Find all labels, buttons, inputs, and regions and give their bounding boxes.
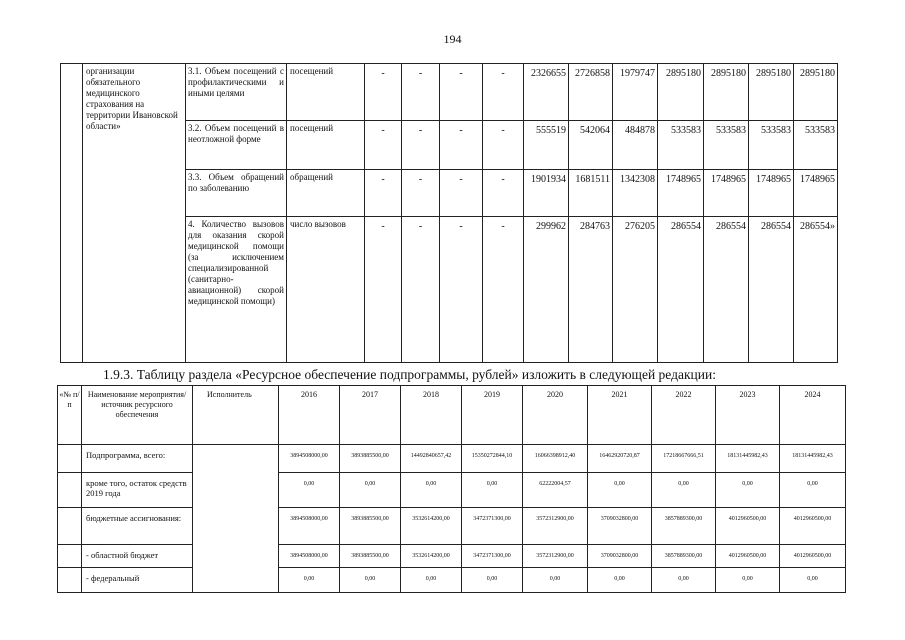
value-cell: 16066398912,40 (523, 445, 588, 473)
value-cell: 1748965 (658, 170, 704, 217)
year-header: 2019 (462, 386, 523, 445)
org-name-cell: организации обязательного медицинского страхования на территории Ивановской области» (83, 64, 186, 363)
dash-cell: - (440, 64, 483, 121)
value-cell: 0,00 (716, 568, 780, 593)
value-cell: 284763 (569, 217, 613, 363)
value-cell: 0,00 (716, 473, 780, 508)
year-header: 2020 (523, 386, 588, 445)
value-cell: 14492840657,42 (401, 445, 462, 473)
value-cell: 2895180 (749, 64, 794, 121)
value-cell: 3893885500,00 (340, 508, 401, 545)
year-header: 2023 (716, 386, 780, 445)
value-cell: 4012960500,00 (780, 508, 846, 545)
value-cell: 3857889300,00 (652, 508, 716, 545)
indicator-label: 3.1. Объем посещений с профилактическими и иными целями (186, 64, 287, 121)
value-cell: 62222004,57 (523, 473, 588, 508)
year-header: 2024 (780, 386, 846, 445)
dash-cell: - (402, 121, 440, 170)
value-cell: 4012960500,00 (716, 545, 780, 568)
value-cell: 0,00 (780, 568, 846, 593)
value-cell: 0,00 (340, 473, 401, 508)
table-row (58, 545, 846, 568)
dash-cell: - (483, 217, 524, 363)
value-cell: 1748965 (704, 170, 749, 217)
value-cell: 1748965 (794, 170, 838, 217)
value-cell: 286554 (658, 217, 704, 363)
value-cell: 3893885500,00 (340, 445, 401, 473)
value-cell: 18131445982,43 (716, 445, 780, 473)
value-cell: 3572312900,00 (523, 508, 588, 545)
value-cell: 0,00 (588, 473, 652, 508)
dash-cell: - (365, 64, 402, 121)
value-cell: 3894508000,00 (279, 508, 340, 545)
value-cell: 0,00 (279, 473, 340, 508)
dash-cell: - (440, 121, 483, 170)
value-cell: 3532614200,00 (401, 508, 462, 545)
value-cell: 15350272844,10 (462, 445, 523, 473)
value-cell: 3572312900,00 (523, 545, 588, 568)
table-row (58, 445, 846, 473)
value-cell: 2895180 (658, 64, 704, 121)
value-cell: 299962 (524, 217, 569, 363)
name-cell: - федеральный (82, 568, 193, 593)
value-cell: 542064 (569, 121, 613, 170)
dash-cell: - (365, 121, 402, 170)
year-header: 2017 (340, 386, 401, 445)
num-cell (58, 445, 82, 473)
year-header: 2016 (279, 386, 340, 445)
value-cell: 286554 (704, 217, 749, 363)
value-cell: 3709032800,00 (588, 508, 652, 545)
dash-cell: - (483, 64, 524, 121)
value-cell: 0,00 (462, 568, 523, 593)
year-header: 2018 (401, 386, 462, 445)
year-header: 2021 (588, 386, 652, 445)
value-cell: 1979747 (613, 64, 658, 121)
value-cell: 0,00 (462, 473, 523, 508)
value-cell: 276205 (613, 217, 658, 363)
value-cell: 533583 (704, 121, 749, 170)
value-cell: 4012960500,00 (716, 508, 780, 545)
value-cell: 0,00 (780, 473, 846, 508)
year-header: 2022 (652, 386, 716, 445)
name-cell: бюджетные ассигнования: (82, 508, 193, 545)
table-row (61, 64, 838, 121)
name-cell: - областной бюджет (82, 545, 193, 568)
value-cell: 1748965 (749, 170, 794, 217)
value-cell: 555519 (524, 121, 569, 170)
value-cell: 286554 (749, 217, 794, 363)
value-cell: 0,00 (523, 568, 588, 593)
dash-cell: - (483, 121, 524, 170)
value-cell: 3894508000,00 (279, 545, 340, 568)
value-cell: 3894508000,00 (279, 445, 340, 473)
value-cell: 0,00 (401, 473, 462, 508)
indicator-label: 4. Количество вызовов для оказания скорой медицинской помощи (за исключением специализированной (санитарно-авиационной) скорой медицинской помощи) (186, 217, 287, 363)
indicator-label: 3.3. Объем обращений по заболеванию (186, 170, 287, 217)
value-cell: 0,00 (340, 568, 401, 593)
value-cell: 1681511 (569, 170, 613, 217)
value-cell: 3532614200,00 (401, 545, 462, 568)
value-cell: 2895180 (794, 64, 838, 121)
value-cell: 0,00 (652, 473, 716, 508)
value-cell: 533583 (794, 121, 838, 170)
num-cell (58, 473, 82, 508)
value-cell: 2895180 (704, 64, 749, 121)
unit-cell: посещений (287, 64, 365, 121)
table-row (58, 568, 846, 593)
page-number: 194 (443, 32, 462, 46)
dash-cell: - (402, 64, 440, 121)
value-cell: 3857889300,00 (652, 545, 716, 568)
resource-table (57, 385, 846, 593)
indicator-label: 3.2. Объем посещений в неотложной форме (186, 121, 287, 170)
value-cell: 3709032800,00 (588, 545, 652, 568)
table-row (58, 473, 846, 508)
value-cell: 533583 (749, 121, 794, 170)
num-cell (58, 545, 82, 568)
value-cell: 17218667666,51 (652, 445, 716, 473)
indicators-table (60, 63, 838, 363)
unit-cell: посещений (287, 121, 365, 170)
executor-cell (193, 445, 279, 593)
name-header: Наименование мероприятия/источник ресурсного обеспечения (82, 386, 193, 445)
name-cell: Подпрограмма, всего: (82, 445, 193, 473)
num-header: «№ п/п (58, 386, 82, 445)
value-cell: 484878 (613, 121, 658, 170)
dash-cell: - (365, 170, 402, 217)
num-cell (58, 508, 82, 545)
num-cell (58, 568, 82, 593)
empty-cell (61, 64, 83, 363)
value-cell: 16462920720,87 (588, 445, 652, 473)
dash-cell: - (440, 217, 483, 363)
value-cell: 3472371300,00 (462, 545, 523, 568)
dash-cell: - (440, 170, 483, 217)
value-cell: 0,00 (652, 568, 716, 593)
section-heading: 1.9.3. Таблицу раздела «Ресурсное обеспечение подпрограммы, рублей» изложить в следующей редакции: (103, 367, 716, 382)
value-cell: 0,00 (588, 568, 652, 593)
dash-cell: - (402, 170, 440, 217)
value-cell: 3893885500,00 (340, 545, 401, 568)
header-row (58, 386, 846, 445)
executor-header: Исполнитель (193, 386, 279, 445)
value-cell: 1342308 (613, 170, 658, 217)
unit-cell: число вызовов (287, 217, 365, 363)
unit-cell: обращений (287, 170, 365, 217)
dash-cell: - (365, 217, 402, 363)
value-cell: 0,00 (279, 568, 340, 593)
value-cell: 1901934 (524, 170, 569, 217)
value-cell: 4012960500,00 (780, 545, 846, 568)
value-cell: 533583 (658, 121, 704, 170)
value-cell: 18131445982,43 (780, 445, 846, 473)
name-cell: кроме того, остаток средств 2019 года (82, 473, 193, 508)
value-cell: 2326655 (524, 64, 569, 121)
table-row (58, 508, 846, 545)
value-cell: 2726858 (569, 64, 613, 121)
value-cell: 3472371300,00 (462, 508, 523, 545)
dash-cell: - (483, 170, 524, 217)
value-cell: 0,00 (401, 568, 462, 593)
value-cell: 286554» (794, 217, 838, 363)
dash-cell: - (402, 217, 440, 363)
